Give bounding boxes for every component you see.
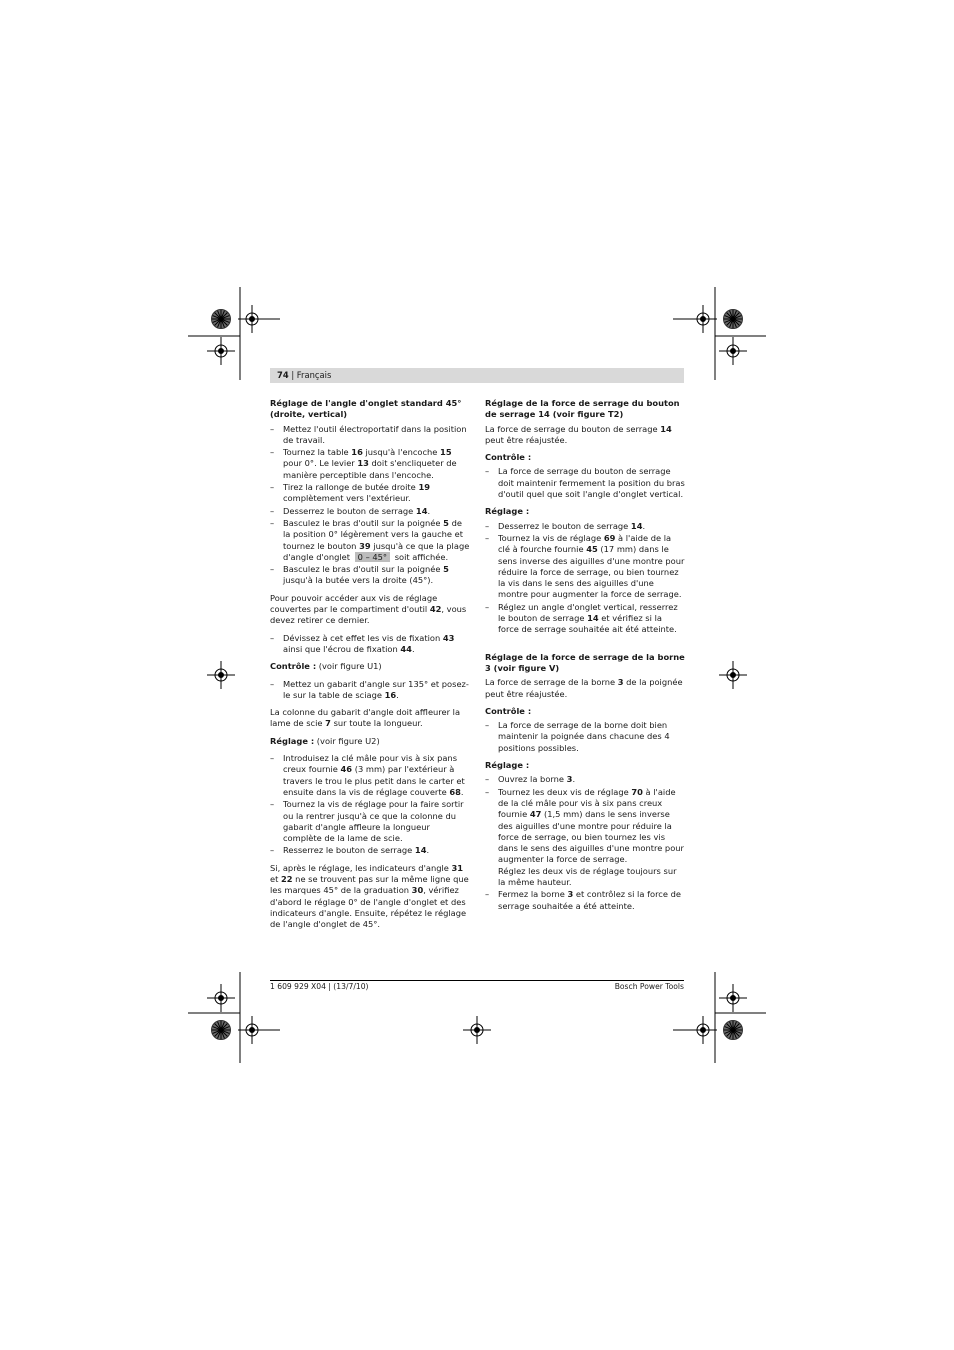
steps-list-2 xyxy=(270,633,470,656)
list-item: – Basculez le bras d'outil sur la poignée 5 de la position 0° légèrement vers la gauche et tournez le bouton 39 jusqu'à ce que la plage d'angle d'onglet 0 – 45° soit affichée. xyxy=(270,518,470,563)
list-item: – Desserrez le bouton de serrage 14. xyxy=(485,521,685,532)
list-item: – Tournez la table 16 jusqu'à l'encoche 15 pour 0°. Le levier 13 doit s'encliqueter de manière perceptible dans l'encoche. xyxy=(270,447,470,481)
reglage-heading: Réglage : xyxy=(485,760,530,771)
footer-rule xyxy=(270,980,684,981)
paragraph: Pour pouvoir accéder aux vis de réglage couvertes par le compartiment d'outil 42, vous devez retirer ce dernier. xyxy=(270,592,467,626)
paragraph: Si, après le réglage, les indicateurs d'angle 31 et 22 ne se trouvent pas sur la même ligne que les marques 45° de la graduation 30, vérifiez d'abord le réglage 0° de l'angle d'onglet et des indicateurs d'angle. Ensuite, répétez le réglage de l'angle d'onglet de 45°. xyxy=(270,862,469,930)
reglage-heading: Réglage : (voir figure U2) xyxy=(270,735,380,746)
list-item: – Dévissez à cet effet les vis de fixation 43 ainsi que l'écrou de fixation 44. xyxy=(270,633,470,656)
steps-list-4 xyxy=(270,753,470,857)
steps-list-6 xyxy=(485,521,685,636)
list-item: – Réglez un angle d'onglet vertical, resserrez le bouton de serrage 14 et vérifiez si la force de serrage souhaitée ait été atteinte. xyxy=(485,602,685,636)
list-item: – Tournez la vis de réglage 69 à l'aide de la clé à fourche fournie 45 (17 mm) dans le sens inverse des aiguilles d'une montre pour réduire la force de serrage, ou bien tournez la vis dans le sens des aiguilles d'une montre pour augmenter la force de serrage. xyxy=(485,533,685,601)
list-item: – Tournez la vis de réglage pour la faire sortir ou la rentrer jusqu'à ce que la colonne du gabarit d'angle affleure la longueur complète de la lame de scie. xyxy=(270,799,470,844)
right-column xyxy=(485,398,685,918)
steps-list-8 xyxy=(485,774,685,912)
footer-doc-id: 1 609 929 X04 | (13/7/10) xyxy=(270,982,369,991)
list-item: – Tournez les deux vis de réglage 70 à l'aide de la clé mâle pour vis à six pans creux fournie 47 (1,5 mm) dans le sens inverse des aiguilles d'une montre pour réduire la force de serrage, ou bien tournez les vis dans le sens des aiguilles d'une montre pour augmenter la force de serrage. Réglez les deux vis de réglage toujours sur la même hauteur. xyxy=(485,787,685,889)
section-heading-45: Réglage de l'angle d'onglet standard 45° (droite, vertical) xyxy=(270,398,462,420)
steps-list-1 xyxy=(270,424,470,587)
list-item: – Desserrez le bouton de serrage 14. xyxy=(270,506,470,517)
page-header xyxy=(270,368,684,383)
paragraph: La force de serrage de la borne 3 de la poignée peut être réajustée. xyxy=(485,677,683,699)
paragraph: La force de serrage du bouton de serrage 14 peut être réajustée. xyxy=(485,423,672,445)
list-item: – Fermez la borne 3 et contrôlez si la force de serrage souhaitée a été atteinte. xyxy=(485,889,685,912)
section-heading-clamp-3: Réglage de la force de serrage de la borne 3 (voir figure V) xyxy=(485,651,685,673)
left-column xyxy=(270,398,470,936)
footer-brand: Bosch Power Tools xyxy=(614,982,684,991)
section-name: | Français xyxy=(291,370,332,380)
list-item: – Tirez la rallonge de butée droite 19 complètement vers l'extérieur. xyxy=(270,482,470,505)
list-item: – Ouvrez la borne 3. xyxy=(485,774,685,785)
list-item: – Mettez un gabarit d'angle sur 135° et posez-le sur la table de sciage 16. xyxy=(270,679,470,702)
controle-heading: Contrôle : xyxy=(485,705,532,716)
page-number: 74 xyxy=(277,370,289,380)
steps-list-3 xyxy=(270,679,470,702)
angle-range-badge: 0 – 45° xyxy=(355,552,390,562)
steps-list-5 xyxy=(485,466,685,500)
list-item: – La force de serrage de la borne doit bien maintenir la poignée dans chacune des 4 positions possibles. xyxy=(485,720,685,754)
list-item: – La force de serrage du bouton de serrage doit maintenir fermement la position du bras d'outil quel que soit l'angle d'onglet vertical. xyxy=(485,466,685,500)
list-item: – Resserrez le bouton de serrage 14. xyxy=(270,845,470,856)
list-item: – Introduisez la clé mâle pour vis à six pans creux fournie 46 (3 mm) par l'extérieur à travers le trou le plus petit dans le carter et ensuite dans la vis de réglage couverte 68. xyxy=(270,753,470,798)
controle-heading: Contrôle : xyxy=(485,452,532,463)
steps-list-7 xyxy=(485,720,685,754)
section-heading-clamp-knob: Réglage de la force de serrage du bouton de serrage 14 (voir figure T2) xyxy=(485,398,680,420)
list-item: – Basculez le bras d'outil sur la poignée 5 jusqu'à la butée vers la droite (45°). xyxy=(270,564,470,587)
controle-heading: Contrôle : (voir figure U1) xyxy=(270,661,382,672)
paragraph: La colonne du gabarit d'angle doit affleurer la lame de scie 7 sur toute la longueur. xyxy=(270,707,461,729)
list-item: – Mettez l'outil électroportatif dans la position de travail. xyxy=(270,424,470,447)
reglage-heading: Réglage : xyxy=(485,506,530,517)
